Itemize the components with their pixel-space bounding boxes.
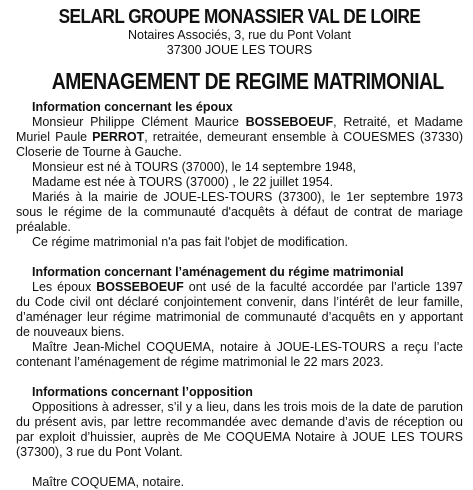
firm-address-line-1: Notaires Associés, 3, rue du Pont Volant: [127, 28, 352, 42]
husband-surname: BOSSEBOEUF: [245, 115, 334, 129]
amenagement-text-2: ont usé de la faculté accordée par l’article 1397 du Code civil ont déclaré conjointement convenir, dans l’intérêt de leur famille, d’aménager leur régime matrimonial de communauté d’acquêts en y apportant de nouveaux biens.: [16, 280, 463, 339]
epoux-identity-text-3: , retraitée, demeurant ensemble à COUESMES (37330) Closerie de Tourne à Gauche.: [16, 130, 463, 159]
epoux-identity-paragraph: [16, 115, 463, 160]
notary-deed-paragraph: Maître Jean-Michel COQUEMA, notaire à JOUE-LES-TOURS a reçu l’acte contenant l’aménagement de régime matrimonial le 22 mars 2023.: [16, 340, 463, 369]
notice-title: AMENAGEMENT DE REGIME MATRIMONIAL: [51, 68, 444, 94]
amenagement-text-1: Les époux: [32, 280, 97, 294]
regime-unchanged-paragraph: Ce régime matrimonial n'a pas fait l'objet de modification.: [32, 235, 349, 249]
wife-birth-paragraph: Madame est née à TOURS (37000) , le 22 juillet 1954.: [32, 175, 334, 189]
opposition-paragraph: Oppositions à adresser, s’il y a lieu, dans les trois mois de la date de parution du présent avis, par lettre recommandée avec demande d’avis de réception ou par exploit d’huissier, auprès de Me COQUEMA Notaire à JOUE LES TOURS (37300), 3 rue du Pont Volant.: [16, 400, 463, 459]
couple-surname: BOSSEBOEUF: [96, 280, 184, 294]
section-epoux: [16, 100, 463, 250]
husband-birth-paragraph: Monsieur est né à TOURS (37000), le 14 septembre 1948,: [32, 160, 357, 174]
spacer: [16, 250, 463, 265]
section-opposition: [16, 385, 463, 460]
wife-surname: PERROT: [92, 130, 145, 144]
section-opposition-heading: Informations concernant l’opposition: [32, 385, 253, 399]
marriage-paragraph: Mariés à la mairie de JOUE-LES-TOURS (37300), le 1er septembre 1973 sous le régime de la communauté d'acquêts à défaut de contrat de mariage préalable.: [16, 190, 463, 234]
signature: Maître COQUEMA, notaire.: [32, 475, 185, 489]
epoux-identity-text-2: , Retraité, et Madame Muriel Paule: [16, 115, 463, 144]
epoux-identity-text-1: Monsieur Philippe Clément Maurice: [32, 115, 246, 129]
section-amenagement-heading: Information concernant l’aménagement du régime matrimonial: [32, 265, 404, 279]
firm-address-line-2: 37300 JOUE LES TOURS: [166, 43, 313, 57]
firm-name: SELARL GROUPE MONASSIER VAL DE LOIRE: [58, 6, 421, 28]
amenagement-paragraph: [16, 280, 463, 340]
section-amenagement: [16, 265, 463, 370]
section-epoux-heading: Information concernant les époux: [32, 100, 233, 114]
spacer: [16, 370, 463, 385]
